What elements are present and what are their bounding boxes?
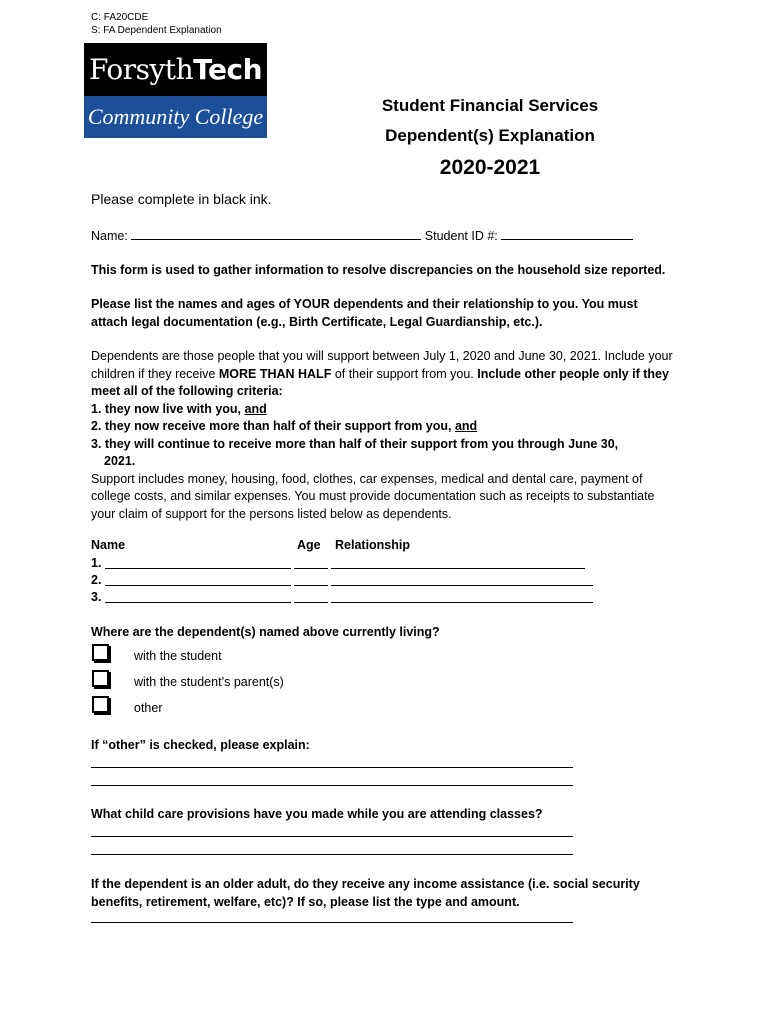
row2-relationship-field[interactable] [331,585,593,586]
option-with-student: with the student [134,649,222,663]
living-question: Where are the dependent(s) named above currently living? [91,625,440,639]
list-instructions: Please list the names and ages of YOUR dependents and their relationship to you. You must attach legal documentation (e.g., Birth Certificate, Legal Guardianship, etc.). [91,297,638,329]
row-number: 3. [91,590,102,604]
row2-age-field[interactable] [294,585,328,586]
dependents-definition: Dependents are those people that you will support between July 1, 2020 and June 30, 2021. Include your children if they receive MORE THAN HALF of their support from you. Include other people only if they meet all of the following criteria: 1. they now live with you, and 2. they now receive more than half of their support from you, and 3. they will continue to receive more than half of their support from you through June 30, 2021. Support includes money, housing, food, clothes, car expenses, medical and dental care, payment of college costs, and similar expenses. You must provide documentation such as receipts to substantiate your claim of support for the persons listed below as dependents. [91,349,673,521]
other-answer-line-1[interactable] [91,767,573,768]
row2-name-field[interactable] [105,585,291,586]
checkbox-with-parents[interactable] [92,670,109,687]
older-adult-answer-line[interactable] [91,922,573,923]
col-name-header: Name [91,538,126,552]
name-row: Name: Student ID #: [91,227,633,246]
col-relationship-header: Relationship [335,538,411,552]
student-id-field[interactable] [501,227,633,240]
row1-age-field[interactable] [294,568,328,569]
instructions: Please complete in black ink. [91,191,272,207]
option-with-parents: with the student’s parent(s) [134,675,284,689]
college-logo: Forsyth Tech Community College [84,43,267,138]
row3-age-field[interactable] [294,602,328,603]
row1-relationship-field[interactable] [331,568,585,569]
row1-name-field[interactable] [105,568,291,569]
older-adult-question: If the dependent is an older adult, do they receive any income assistance (i.e. social security benefits, retirement, welfare, etc)? If so, please list the type and amount. [91,877,640,909]
title-line-1: Student Financial Services [381,96,599,115]
other-question: If “other” is checked, please explain: [91,738,310,752]
checkbox-other[interactable] [92,696,109,713]
row-number: 1. [91,556,102,570]
childcare-question: What child care provisions have you made while you are attending classes? [91,807,543,821]
option-other: other [134,701,163,715]
row-number: 2. [91,573,102,587]
col-age-header: Age [297,538,321,552]
form-code: C: FA20CDE [91,12,149,23]
row3-name-field[interactable] [105,602,291,603]
row3-relationship-field[interactable] [331,602,593,603]
childcare-answer-line-1[interactable] [91,836,573,837]
purpose-text: This form is used to gather information to resolve discrepancies on the household size reported. [91,263,666,277]
checkbox-with-student[interactable] [92,644,109,661]
form-subject: S: FA Dependent Explanation [91,25,222,36]
title-line-2: Dependent(s) Explanation [385,126,595,145]
title-year: 2020-2021 [439,156,541,179]
other-answer-line-2[interactable] [91,785,573,786]
childcare-answer-line-2[interactable] [91,854,573,855]
name-field[interactable] [131,227,421,240]
